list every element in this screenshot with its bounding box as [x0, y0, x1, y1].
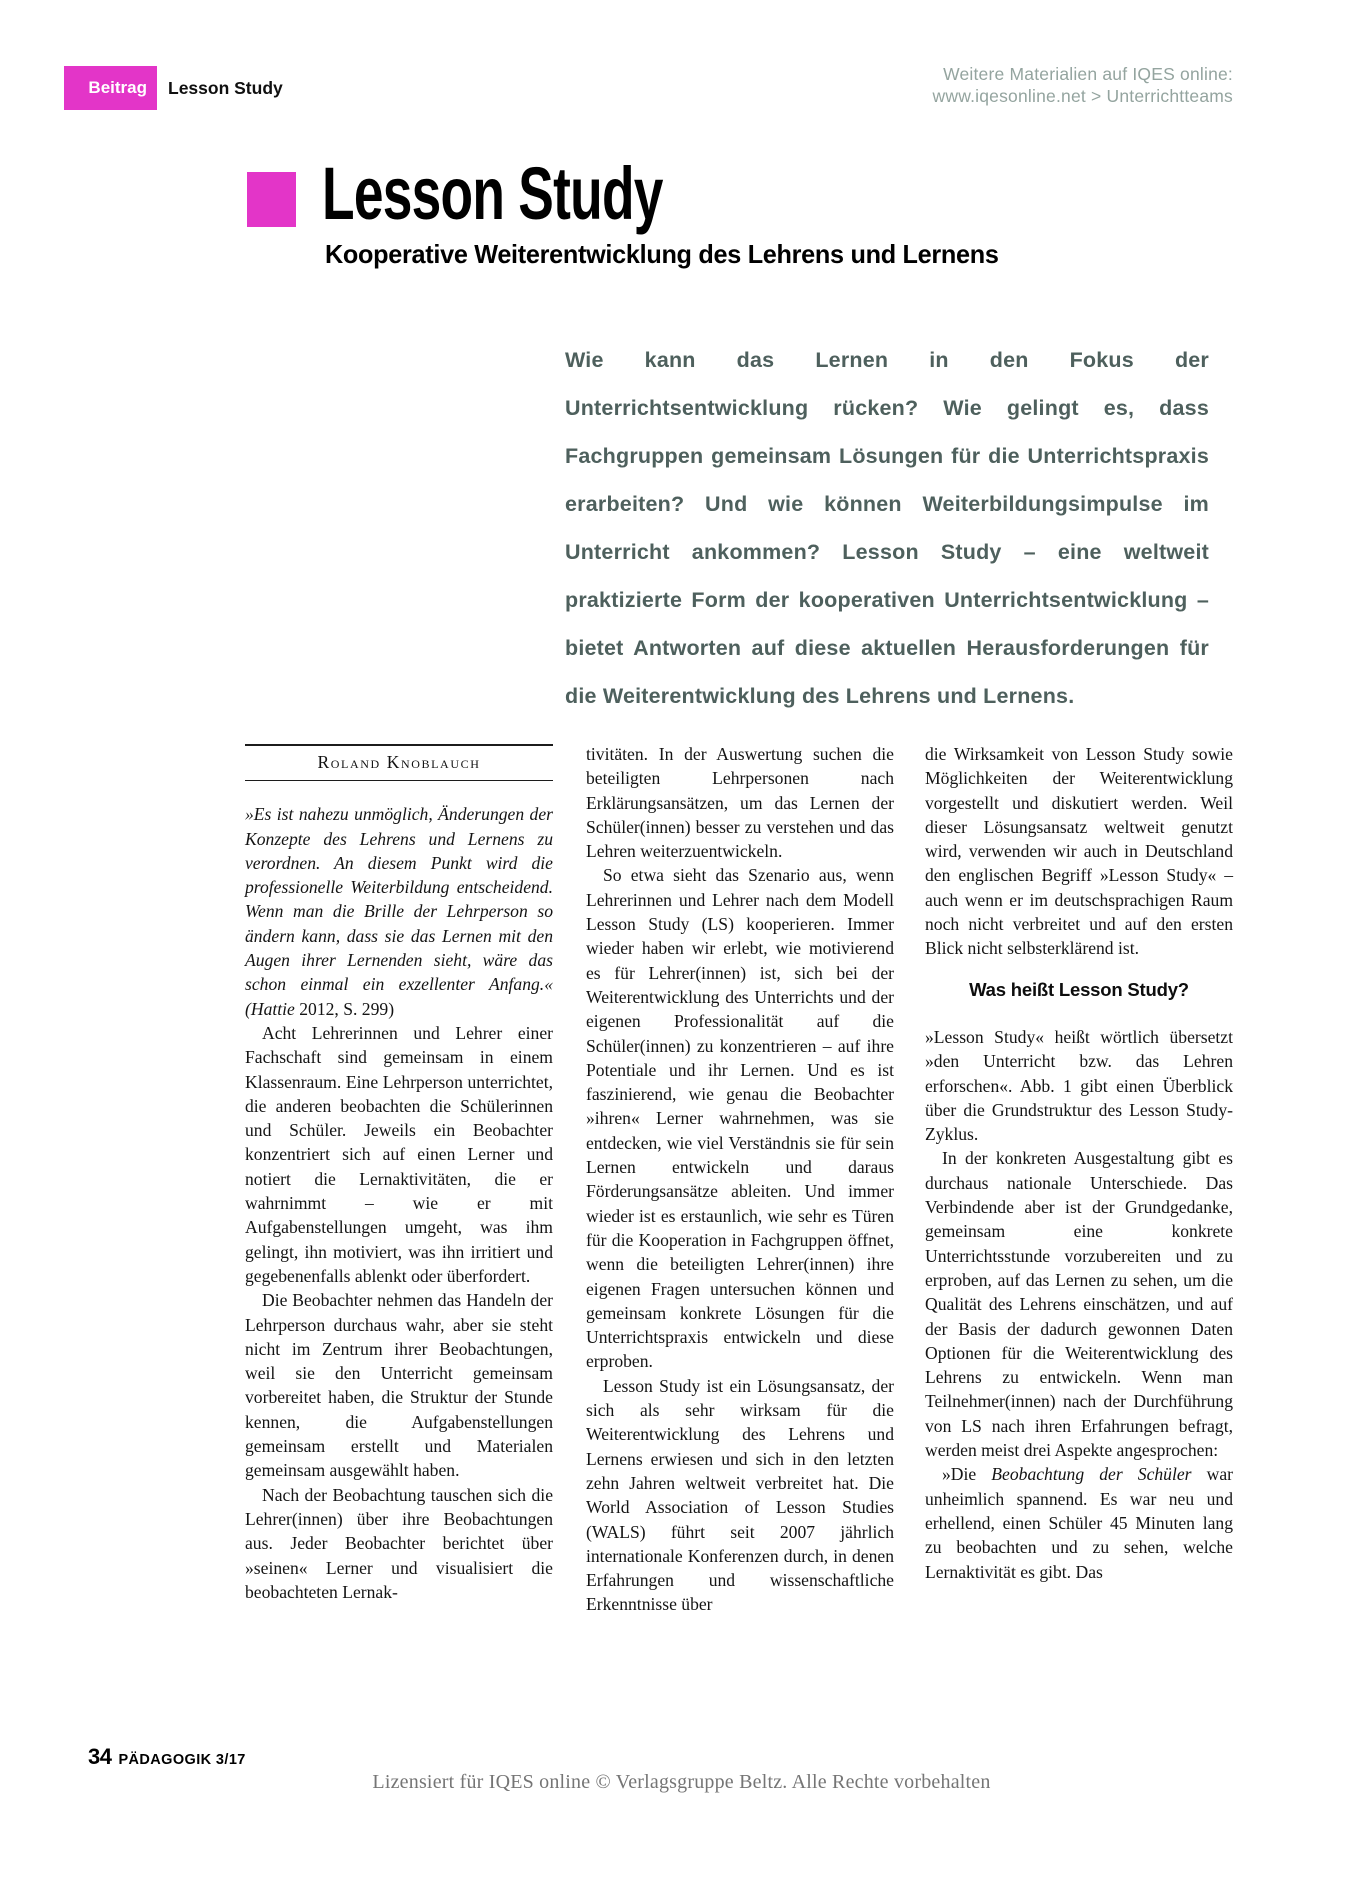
license-note: Lizensiert für IQES online © Verlagsgruppe Beltz. Alle Rechte vorbehalten: [372, 1771, 991, 1793]
paragraph-teacher-quote: [925, 1462, 1233, 1583]
paragraph: »Lesson Study« heißt wörtlich übersetzt »den Unterricht bzw. das Lehren erforschen«. Abb. 1 gibt einen Überblick über die Grundstruktur des Lesson Study-Zyklus.: [925, 1026, 1233, 1145]
paragraph: die Wirksamkeit von Lesson Study sowie Möglichkeiten der Weiterentwicklung vorgestellt und diskutiert werden. Weil dieser Lösungsansatz weltweit genutzt wird, verwenden wir auch in Deutschland den englischen Begriff »Lesson Study« – auch wenn er im deutschsprachigen Raum noch nicht verbreitet und auf den ersten Blick nicht selbsterklärend ist.: [925, 744, 1233, 959]
opening-quote: [245, 802, 553, 1021]
materials-note-link[interactable]: www.iqesonline.net > Unterrichtteams: [932, 86, 1233, 106]
paragraph: Acht Lehrerinnen und Lehrer einer Fachschaft sind gemeinsam in einem Klassenraum. Eine Lehrperson unterrichtet, die anderen beobachten die Schülerinnen und Schüler. Jeweils ein Beobachter konzentriert sich auf einen Lerner und notiert die Lernaktivitäten, die er wahrnimmt – wie er mit Aufgabenstellungen umgeht, was ihm gelingt, ihn motiviert, was ihn irritiert und gegebenenfalls ablenkt oder überfordert.: [245, 1022, 553, 1286]
paragraph: Lesson Study ist ein Lösungsansatz, der sich als sehr wirksam für die Weiterentwicklung des Lehrens und Lernens erwiesen und sich in den letzten zehn Jahren weltweit verbreitet hat. Die World Association of Lesson Studies (WALS) führt seit 2007 jährlich internationale Konferenzen durch, in denen Erfahrungen und wissenschaftliche Erkenntnisse über: [586, 1375, 894, 1615]
text-column-2: [586, 742, 894, 1617]
text-column-3: [925, 742, 1233, 1584]
footer-folio: [88, 1744, 246, 1770]
quote-text: »Es ist nahezu unmöglich, Änderungen der Konzepte des Lehrens und Lernens zu verordnen. An diesem Punkt wird die professionelle Weiterbildung entscheidend. Wenn man die Brille der Lehrperson so ändern kann, dass sie das Lernen mit den Augen ihrer Lernenden sieht, wäre das schon einmal ein exzellenter Anfang.« (Hattie: [245, 804, 553, 1019]
section-heading: Was heißt Lesson Study?: [969, 978, 1189, 1000]
paragraph: In der konkreten Ausgestaltung gibt es durchaus nationale Unterschiede. Das Verbindende aber ist der Grundgedanke, gemeinsam eine konkrete Unterrichtsstunde vorzubereiten und zu erproben, auf das Lernen zu sehen, um die Qualität des Lehrens einschätzen, und auf der Basis der dadurch gewonnen Daten Optionen für die Weiterentwicklung des Lehrens zu entwickeln. Wenn man Teilnehmer(innen) nach der Durchführung von LS nach ihren Erfahrungen befragt, werden meist drei Aspekte angesprochen:: [925, 1148, 1233, 1461]
paragraph: tivitäten. In der Auswertung suchen die beteiligten Lehrpersonen nach Erklärungsansätzen, um das Lernen der Schüler(innen) besser zu verstehen und das Lehren weiterzuentwickeln.: [586, 744, 894, 862]
text-column-1: [245, 744, 553, 1604]
header-materials-note: [933, 63, 1233, 107]
quote-citation: 2012, S. 299): [294, 998, 395, 1019]
journal-issue: PÄDAGOGIK 3/17: [118, 1752, 246, 1768]
quote-rest: war unheimlich spannend. Es war neu und erhellend, einen Schüler 45 Minuten lang zu beobachten und zu sehen, welche Lernaktivität es gibt. Das: [925, 1464, 1233, 1582]
paragraph: So etwa sieht das Szenario aus, wenn Lehrerinnen und Lehrer nach dem Modell Lesson Study (LS) kooperieren. Immer wieder haben wir erlebt, wie motivierend es für Lehrer(innen) ist, sich bei der Weiterentwicklung des Unterrichts und der eigenen Professionalität auf die Schüler(innen) zu konzentrieren – auf ihre Potentiale und ihr Lernen. Und es ist faszinierend, wie genau die Beobachter »ihren« Lerner wahrnehmen, was sie entdecken, wie viel Verständnis sie für sein Lernen entwickeln und daraus Förderungsansätze ableiten. Und immer wieder ist es erstaunlich, wie sehr es Türen für die Kooperation in Fachgruppen öffnet, wenn die beteiligten Lehrer(innen) ihre eigenen Fragen untersuchen können und gemeinsam konkrete Lösungen für die Unterrichtspraxis entwickeln und diese erproben.: [586, 865, 894, 1372]
author-byline: Roland Knoblauch: [245, 744, 553, 781]
tag-label: Beitrag: [88, 78, 147, 97]
paragraph: Die Beobachter nehmen das Handeln der Lehrperson durchaus wahr, aber sie steht nicht im Zentrum ihrer Beobachtungen, weil sie den Unterricht gemeinsam vorbereitet haben, die Struktur der Stunde kennen, die Aufgabenstellungen gemeinsam erstellt und Materialen gemeinsam ausgewählt haben.: [245, 1290, 553, 1481]
title-accent-square: [247, 172, 296, 227]
quote-lead: »Die: [942, 1464, 992, 1485]
paragraph: Nach der Beobachtung tauschen sich die Lehrer(innen) über ihre Beobachtungen aus. Jeder Beobachter berichtet über »seinen« Lerner und visualisiert die beobachteten Lernak-: [245, 1484, 553, 1602]
article-type-tag: [64, 66, 157, 110]
page-title: Lesson Study: [322, 152, 663, 235]
materials-note-line1: Weitere Materialien auf IQES online:: [943, 64, 1233, 84]
running-head-title: Lesson Study: [168, 77, 283, 98]
page-number: 34: [88, 1744, 112, 1769]
intro-standfirst: Wie kann das Lernen in den Fokus der Unterrichtsentwicklung rücken? Wie gelingt es, dass Fachgruppen gemeinsam Lösungen für die Unterrichtspraxis erarbeiten? Und wie können Weiterbildungsimpulse im Unterricht ankommen? Lesson Study – eine weltweit praktizierte Form der kooperativen Unterrichtsentwicklung – bietet Antworten auf diese aktuellen Herausforderungen für die Weiterentwicklung des Lehrens und Lernens.: [565, 348, 1209, 708]
quote-emphasis: Beobachtung der Schüler: [991, 1464, 1192, 1485]
page-subtitle: Kooperative Weiterentwicklung des Lehrens und Lernens: [325, 239, 999, 269]
